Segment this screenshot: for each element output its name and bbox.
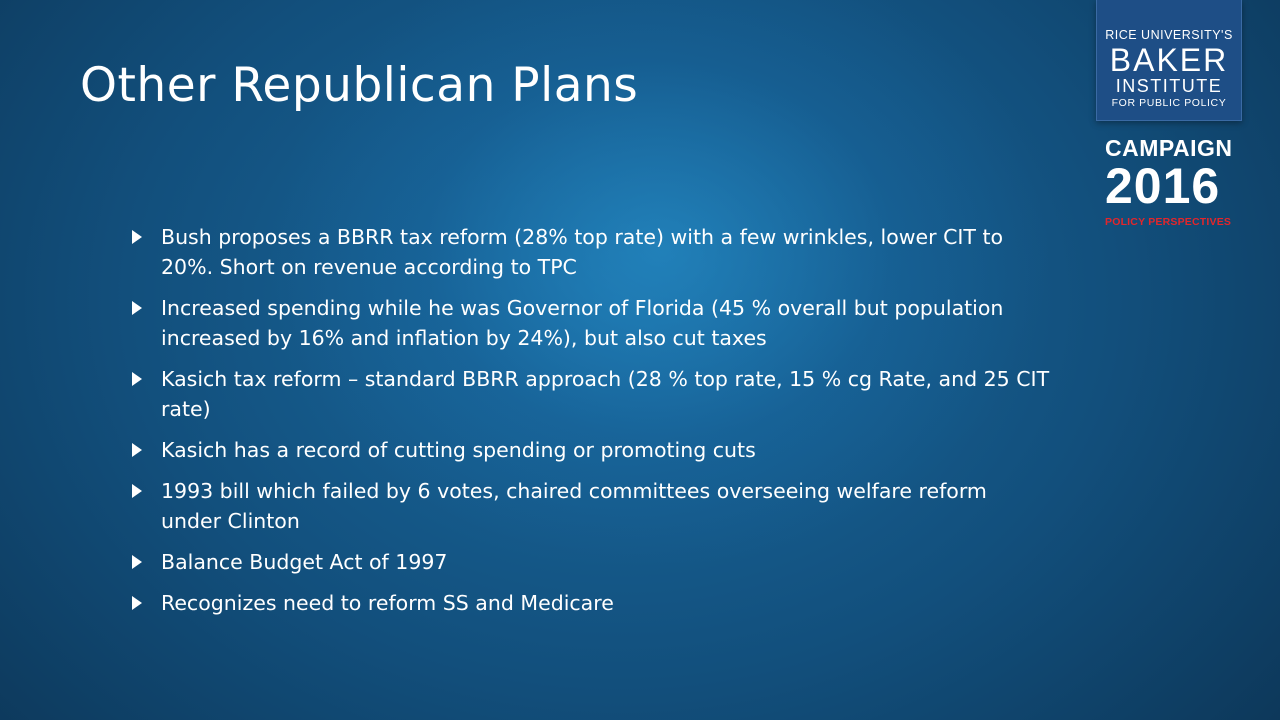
logo-line-institute: INSTITUTE <box>1115 76 1223 96</box>
bullet-item <box>132 547 1052 577</box>
bullet-item <box>132 293 1052 353</box>
bullet-text: 1993 bill which failed by 6 votes, chaired committees overseeing welfare reform under Clinton <box>161 479 987 533</box>
bullet-item <box>132 435 1052 465</box>
arrow-bullet-icon <box>132 301 142 315</box>
bullet-text: Balance Budget Act of 1997 <box>161 550 448 574</box>
arrow-bullet-icon <box>132 443 142 457</box>
bullet-item <box>132 476 1052 536</box>
bullet-text: Recognizes need to reform SS and Medicare <box>161 591 614 615</box>
baker-institute-logo <box>1096 0 1242 121</box>
slide-title: Other Republican Plans <box>80 58 639 113</box>
bullet-item <box>132 364 1052 424</box>
bullet-text: Kasich has a record of cutting spending or promoting cuts <box>161 438 756 462</box>
arrow-bullet-icon <box>132 484 142 498</box>
bullet-text: Bush proposes a BBRR tax reform (28% top rate) with a few wrinkles, lower CIT to 20%. Short on revenue according to TPC <box>161 225 1004 279</box>
arrow-bullet-icon <box>132 596 142 610</box>
campaign-2016-logo <box>1105 136 1235 228</box>
bullet-list <box>132 222 1052 629</box>
bullet-item <box>132 588 1052 618</box>
bullet-text: Kasich tax reform – standard BBRR approach (28 % top rate, 15 % cg Rate, and 25 CIT rate) <box>161 367 1050 421</box>
logo-line-university: RICE UNIVERSITY'S <box>1105 28 1233 42</box>
bullet-text: Increased spending while he was Governor of Florida (45 % overall but population increased by 16% and inflation by 24%), but also cut taxes <box>161 296 1004 350</box>
campaign-tagline: POLICY PERSPECTIVES <box>1105 216 1232 228</box>
campaign-year: 2016 <box>1105 158 1221 214</box>
arrow-bullet-icon <box>132 372 142 386</box>
logo-line-public-policy: FOR PUBLIC POLICY <box>1111 97 1227 109</box>
logo-line-baker: BAKER <box>1109 42 1229 78</box>
arrow-bullet-icon <box>132 230 142 244</box>
bullet-item <box>132 222 1052 282</box>
arrow-bullet-icon <box>132 555 142 569</box>
campaign-label: CAMPAIGN <box>1105 135 1233 161</box>
